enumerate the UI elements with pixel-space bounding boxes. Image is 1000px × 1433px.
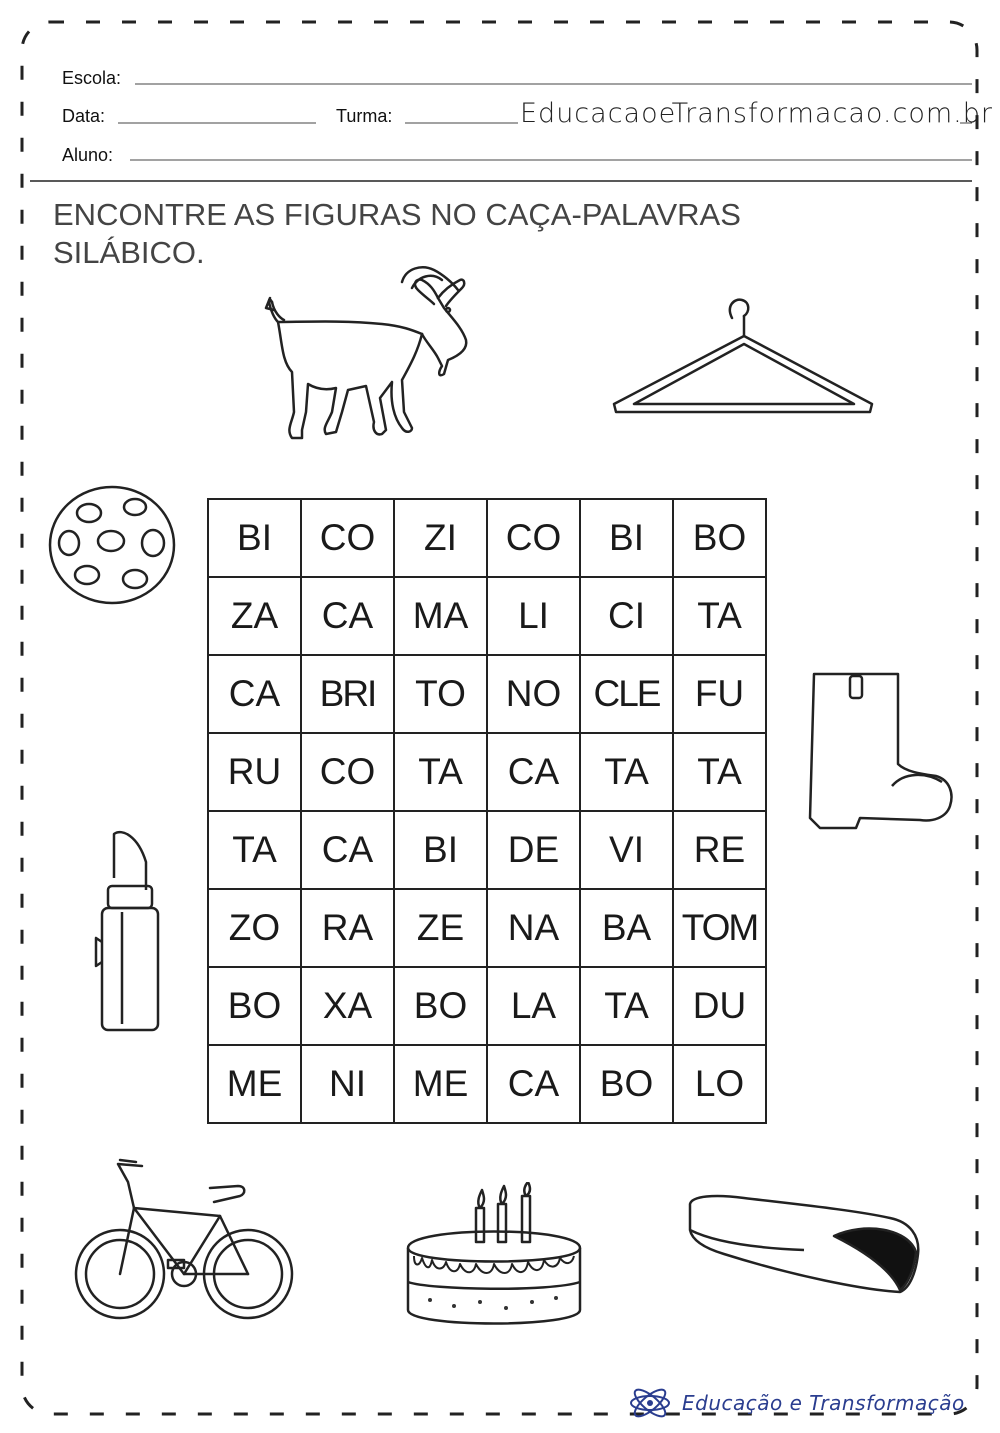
grid-cell[interactable]: TA xyxy=(394,733,487,811)
grid-cell[interactable]: CO xyxy=(487,499,580,577)
grid-cell[interactable]: TA xyxy=(673,577,766,655)
class-label: Turma: xyxy=(336,106,393,126)
grid-cell[interactable]: RE xyxy=(673,811,766,889)
grid-cell[interactable]: BI xyxy=(580,499,673,577)
grid-row xyxy=(208,733,766,811)
grid-cell[interactable]: NA xyxy=(487,889,580,967)
grid-row xyxy=(208,889,766,967)
grid-cell[interactable]: ZI xyxy=(394,499,487,577)
grid-cell[interactable]: TA xyxy=(580,733,673,811)
grid-cell[interactable]: NI xyxy=(301,1045,394,1123)
grid-cell[interactable]: CO xyxy=(301,733,394,811)
grid-row xyxy=(208,1045,766,1123)
grid-cell[interactable]: NO xyxy=(487,655,580,733)
bicycle-picture xyxy=(72,1156,297,1326)
instruction xyxy=(53,196,833,272)
grid-row xyxy=(208,967,766,1045)
grid-cell[interactable]: BO xyxy=(580,1045,673,1123)
hanger-picture xyxy=(608,294,880,420)
grid-cell[interactable]: CI xyxy=(580,577,673,655)
beret-picture xyxy=(684,1192,924,1302)
grid-cell[interactable]: TA xyxy=(673,733,766,811)
cake-picture xyxy=(400,1182,590,1332)
grid-cell[interactable]: BI xyxy=(208,499,301,577)
school-label: Escola: xyxy=(62,68,122,88)
grid-cell[interactable]: BRI xyxy=(301,655,394,733)
grid-cell[interactable]: ZA xyxy=(208,577,301,655)
grid-row xyxy=(208,499,766,577)
grid-cell[interactable]: FU xyxy=(673,655,766,733)
instruction-line-2: SILÁBICO. xyxy=(53,235,205,270)
site-url: EducacaoeTransformacao.com.br xyxy=(520,98,993,129)
grid-cell[interactable]: TA xyxy=(580,967,673,1045)
grid-cell[interactable]: CO xyxy=(301,499,394,577)
grid-cell[interactable]: CA xyxy=(487,733,580,811)
grid-row xyxy=(208,655,766,733)
footer-brand xyxy=(628,1388,965,1418)
grid-cell[interactable]: ME xyxy=(208,1045,301,1123)
grid-cell[interactable]: DU xyxy=(673,967,766,1045)
student-label: Aluno: xyxy=(62,145,114,165)
grid-row xyxy=(208,811,766,889)
grid-row xyxy=(208,577,766,655)
grid-cell[interactable]: DE xyxy=(487,811,580,889)
grid-cell[interactable]: BA xyxy=(580,889,673,967)
grid-cell[interactable]: MA xyxy=(394,577,487,655)
lipstick-picture xyxy=(92,828,164,1034)
footer-brand-text: Educação e Transformação xyxy=(682,1391,965,1415)
grid-cell[interactable]: VI xyxy=(580,811,673,889)
grid-cell[interactable]: TO xyxy=(394,655,487,733)
grid-cell[interactable]: LA xyxy=(487,967,580,1045)
boot-picture xyxy=(802,668,957,830)
grid-cell[interactable]: BO xyxy=(673,499,766,577)
ball-picture xyxy=(45,483,180,608)
grid-cell[interactable]: RA xyxy=(301,889,394,967)
grid-cell[interactable]: ZO xyxy=(208,889,301,967)
grid-cell[interactable]: CA xyxy=(301,811,394,889)
grid-cell[interactable]: LO xyxy=(673,1045,766,1123)
atom-logo-icon xyxy=(628,1388,672,1418)
grid-cell[interactable]: TA xyxy=(208,811,301,889)
word-search-grid xyxy=(207,498,767,1124)
grid-cell[interactable]: LI xyxy=(487,577,580,655)
grid-cell[interactable]: BO xyxy=(394,967,487,1045)
grid-cell[interactable]: CLE xyxy=(580,655,673,733)
date-label: Data: xyxy=(62,106,106,126)
grid-cell[interactable]: ME xyxy=(394,1045,487,1123)
instruction-line-1: ENCONTRE AS FIGURAS NO CAÇA-PALAVRAS xyxy=(53,197,741,232)
grid-cell[interactable]: RU xyxy=(208,733,301,811)
grid-cell[interactable]: TOM xyxy=(673,889,766,967)
grid-cell[interactable]: CA xyxy=(487,1045,580,1123)
grid-cell[interactable]: BI xyxy=(394,811,487,889)
grid-cell[interactable]: XA xyxy=(301,967,394,1045)
grid-cell[interactable]: BO xyxy=(208,967,301,1045)
goat-picture xyxy=(262,262,477,444)
grid-cell[interactable]: ZE xyxy=(394,889,487,967)
grid-cell[interactable]: CA xyxy=(208,655,301,733)
grid-cell[interactable]: CA xyxy=(301,577,394,655)
